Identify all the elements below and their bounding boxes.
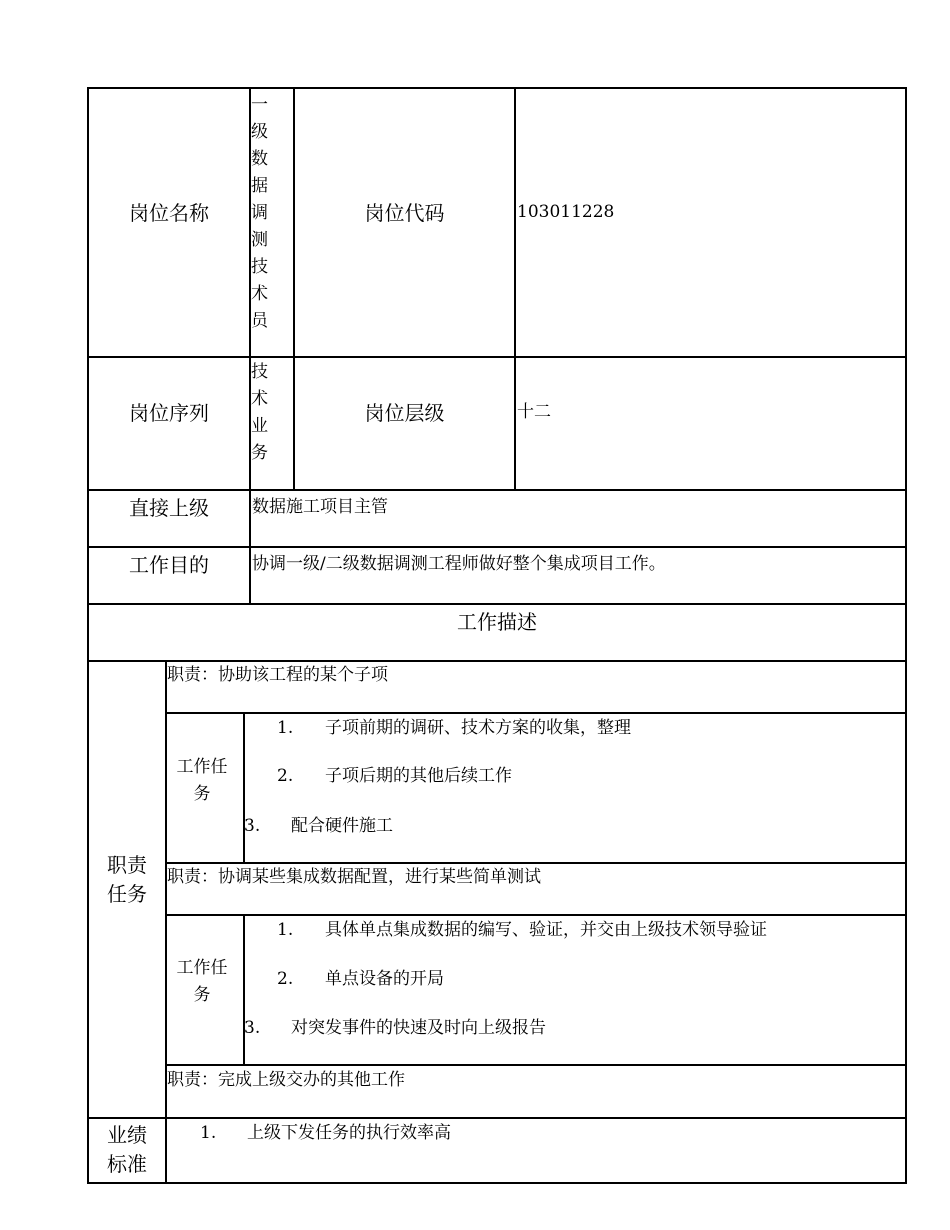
task-text: 子项后期的其他后续工作 bbox=[325, 766, 512, 786]
task-number: 3. bbox=[244, 1018, 261, 1038]
row-divider bbox=[166, 914, 907, 916]
duty-title: 职责：完成上级交办的其他工作 bbox=[167, 1070, 405, 1090]
duty-title: 职责：协调某些集成数据配置，进行某些简单测试 bbox=[167, 867, 541, 887]
table-border-left bbox=[87, 87, 89, 1184]
task-number: 2. bbox=[277, 969, 294, 989]
post-code-value: 103011228 bbox=[517, 202, 615, 222]
task-number: 2. bbox=[277, 766, 294, 786]
col-divider bbox=[165, 660, 167, 1184]
col-divider bbox=[293, 87, 295, 491]
row-divider bbox=[87, 660, 907, 662]
performance-text: 上级下发任务的执行效率高 bbox=[247, 1123, 451, 1143]
superior-value: 数据施工项目主管 bbox=[252, 497, 388, 517]
row-divider bbox=[166, 862, 907, 864]
post-code-label: 岗位代码 bbox=[364, 201, 445, 225]
purpose-value: 协调一级/二级数据调测工程师做好整个集成项目工作。 bbox=[252, 554, 666, 574]
post-series-value: 技术业务 bbox=[251, 362, 268, 463]
duties-label: 职责任务 bbox=[107, 853, 147, 906]
task-text: 单点设备的开局 bbox=[325, 969, 444, 989]
task-text: 子项前期的调研、技术方案的收集，整理 bbox=[325, 718, 631, 738]
duty-title: 职责：协助该工程的某个子项 bbox=[167, 665, 388, 685]
table-border-bottom bbox=[87, 1182, 907, 1184]
work-description-title: 工作描述 bbox=[457, 610, 537, 634]
row-divider bbox=[87, 546, 907, 548]
post-series-label: 岗位序列 bbox=[129, 401, 209, 425]
row-divider bbox=[87, 356, 907, 358]
post-level-label: 岗位层级 bbox=[364, 401, 445, 425]
table-border-right bbox=[905, 87, 907, 1184]
post-name-value: 一级数据调测技术员 bbox=[251, 95, 268, 331]
col-divider bbox=[243, 712, 245, 864]
superior-label: 直接上级 bbox=[129, 496, 209, 520]
task-number: 1. bbox=[277, 920, 294, 940]
post-level-value: 十二 bbox=[517, 402, 551, 422]
task-text: 对突发事件的快速及时向上级报告 bbox=[291, 1018, 546, 1038]
col-divider bbox=[514, 87, 516, 491]
row-divider bbox=[87, 489, 907, 491]
task-number: 1. bbox=[277, 718, 294, 738]
performance-number: 1. bbox=[200, 1123, 217, 1143]
performance-label: 业绩标准 bbox=[107, 1123, 147, 1176]
post-name-label: 岗位名称 bbox=[129, 201, 209, 225]
col-divider bbox=[243, 914, 245, 1066]
task-label: 工作任务 bbox=[176, 757, 228, 804]
row-divider bbox=[87, 1117, 907, 1119]
task-label: 工作任务 bbox=[176, 958, 228, 1005]
task-text: 具体单点集成数据的编写、验证，并交由上级技术领导验证 bbox=[325, 920, 767, 940]
row-divider bbox=[166, 1064, 907, 1066]
table-border-top bbox=[87, 87, 907, 89]
purpose-label: 工作目的 bbox=[129, 553, 209, 577]
task-number: 3. bbox=[244, 816, 261, 836]
row-divider bbox=[166, 712, 907, 714]
row-divider bbox=[87, 603, 907, 605]
task-text: 配合硬件施工 bbox=[291, 816, 393, 836]
